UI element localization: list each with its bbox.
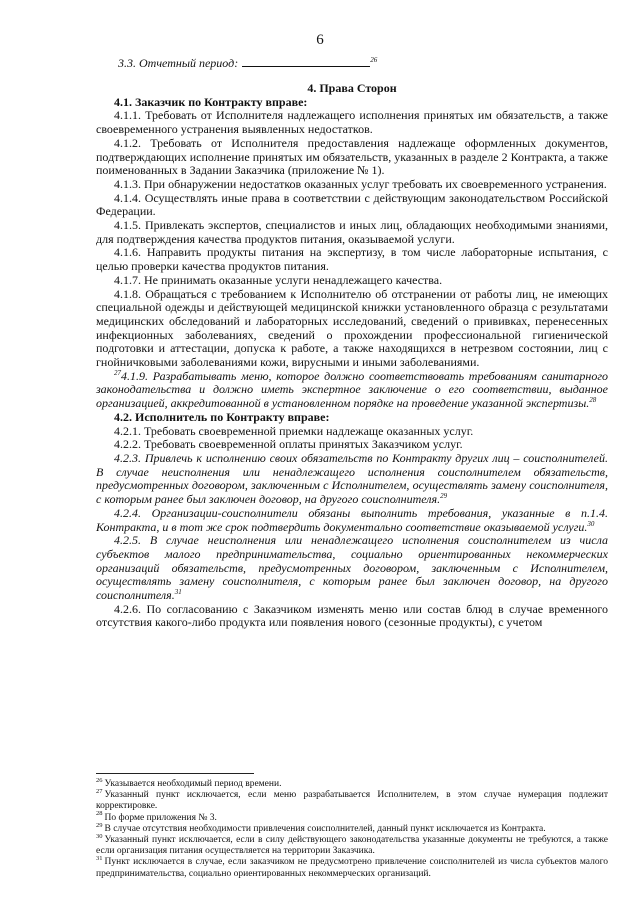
clause-4-2-4 <box>96 507 608 534</box>
clause-4-1-7: 4.1.7. Не принимать оказанные услуги ненадлежащего качества. <box>114 272 443 287</box>
reporting-period-label: 3.3. Отчетный период: <box>118 56 239 70</box>
footnote-number: 29 <box>96 821 103 829</box>
clause-4-2-2: 4.2.2. Требовать своевременной оплаты принятых Заказчиком услуг. <box>114 437 463 452</box>
clause-4-1-6: 4.1.6. Направить продукты питания на экспертизу, в том числе лабораторные испытания, с целью проверки качества продуктов питания. <box>96 245 608 274</box>
clause-4-1-2: 4.1.2. Требовать от Исполнителя предоставления надлежаще оформленных документов, подтверждающих исполнение принятых им обязательств, указанных в разделе 2 Контракта, а также поименованных в Задании Заказчика (приложение № 1). <box>96 135 608 178</box>
document-body <box>96 82 608 630</box>
footnote-text: В случае отсутствия необходимости привлечения соисполнителей, данный пункт исключается из Контракта. <box>104 823 546 834</box>
footnote-ref: 31 <box>174 588 182 597</box>
section-title: 4. Права Сторон <box>307 81 397 95</box>
clause-4-1-9-text: 4.1.9. Разрабатывать меню, которое должно соответствовать требованиям санитарного законодательства и должно иметь экспертное заключение о его соответствии, выданное организацией, аккредитованной в установленном порядке на проведение указанной экспертизы. <box>96 368 608 411</box>
footnote <box>96 776 608 790</box>
footnote-ref: 27 <box>114 368 121 377</box>
footnote-text: По форме приложения № 3. <box>104 812 217 823</box>
clause-4-1-3: 4.1.3. При обнаружении недостатков оказанных услуг требовать их своевременного устранения. <box>114 176 607 191</box>
subsection-title-4-2: 4.2. Исполнитель по Контракту вправе: <box>114 409 330 424</box>
footnote-number: 30 <box>96 832 103 840</box>
footnote-text: Указанный пункт исключается, если меню разрабатывается Исполнителем, в этом случае нумерация подлежит корректировке. <box>96 790 608 812</box>
clause-4-1-8: 4.1.8. Обращаться с требованием к Исполнителю об отстранении от работы лиц, не имеющих специальной одежды и действующей медицинской книжки установленного образца с результатами медицинских обследований и лабораторных исследований, сведений о прививках, перенесенных инфекционных заболеваниях, сведений о прохождении профессиональной гигиенической подготовки и аттестации, допуска к работе, а также находящихся в нетрезвом состоянии, лиц с гнойничковыми заболеваниями кожи, вирусными и иными заболеваниями. <box>96 286 608 370</box>
footnote <box>96 832 608 857</box>
clause-4-2-3-text: 4.2.3. Привлечь к исполнению своих обязательств по Контракту других лиц – соисполнителей. В случае неисполнения или ненадлежащего исполнения соисполнителем обязательств, предусмотренных договором, заключенным с Исполнителем, осуществлять замену соисполнителя, с которым ранее был заключен договор, на другого соисполнителя. <box>96 450 608 507</box>
clause-4-2-6: 4.2.6. По согласованию с Заказчиком изменять меню или состав блюд в случае временного отсутствия какого-либо продукта или появления нового (сезонные продукты), с учетом <box>96 601 608 630</box>
clause-4-1-5: 4.1.5. Привлекать экспертов, специалистов и иных лиц, обладающих необходимыми знаниями, для подтверждения качества продуктов питания, оказываемой услуги. <box>96 218 608 246</box>
footnote-ref: 29 <box>440 492 448 501</box>
footnote <box>96 821 608 835</box>
footnote-number: 31 <box>96 855 103 863</box>
reporting-period-blank <box>242 55 370 67</box>
footnote <box>96 810 608 824</box>
clause-4-2-5-text: 4.2.5. В случае неисполнения или ненадлежащего исполнения соисполнителем из числа субъектов малого предпринимательства, социально ориентированных некоммерческих организаций обязательств, предусмотренных договором, заключенным с Исполнителем, осуществлять замену соисполнителя, с которым ранее был заключен договор, на другого соисполнителя. <box>96 533 608 603</box>
reporting-period-line <box>118 55 377 71</box>
page-number: 6 <box>316 32 324 48</box>
footnote-number: 27 <box>96 788 103 796</box>
footnotes <box>96 776 608 880</box>
footnote-separator <box>96 773 254 774</box>
clause-4-2-1: 4.2.1. Требовать своевременной приемки надлежаще оказанных услуг. <box>114 423 474 438</box>
clause-4-2-5 <box>96 534 608 603</box>
footnote-ref: 26 <box>370 56 378 64</box>
footnote-number: 26 <box>96 776 103 784</box>
footnote-text: Указанный пункт исключается, если в силу действующего законодательства указанные документы не требуются, а также если организация питания осуществляется на территории Заказчика. <box>96 835 608 857</box>
clause-4-1-4: 4.1.4. Осуществлять иные права в соответствии с действующим законодательством Российской Федерации. <box>96 190 608 219</box>
subsection-title-4-1: 4.1. Заказчик по Контракту вправе: <box>114 94 308 109</box>
clause-4-2-4-text: 4.2.4. Организации-соисполнители обязаны выполнить требования, указанные в п.1.4. Контракта, и в тот же срок подтвердить документально соответствие оказываемой услуги. <box>96 505 608 534</box>
footnote-text: Указывается необходимый период времени. <box>104 779 282 789</box>
footnote <box>96 857 608 879</box>
clause-4-2-3 <box>96 452 608 507</box>
clause-4-1-1: 4.1.1. Требовать от Исполнителя надлежащего исполнения принятых им обязательств, а также своевременного устранения выявленных недостатков. <box>96 108 608 137</box>
footnote-ref: 28 <box>589 396 597 405</box>
clause-4-1-9 <box>96 370 608 411</box>
footnote-text: Пункт исключается в случае, если заказчиком не предусмотрено привлечение соисполнителей из числа субъектов малого предпринимательства, социально ориентированных некоммерческих организаций. <box>96 857 608 879</box>
footnote-number: 28 <box>96 810 103 818</box>
footnote-ref: 30 <box>587 519 595 528</box>
footnote <box>96 790 608 812</box>
